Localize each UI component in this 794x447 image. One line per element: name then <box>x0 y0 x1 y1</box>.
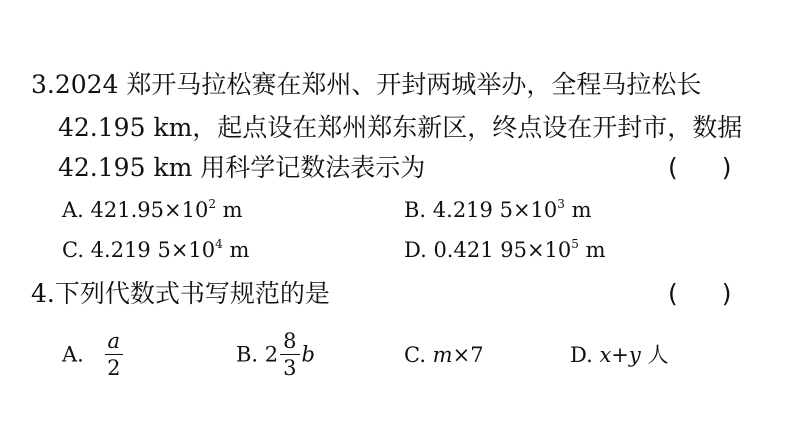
q3-option-b[interactable]: B. 4.219 $5\times 10^3$ m <box>404 197 592 222</box>
q3-option-c[interactable]: C. 4.219 $5\times 10^4$ m <box>62 237 250 262</box>
q3-line-3: 42.195 km 用科学记数法表示为 <box>58 153 426 182</box>
q4-stem: 4.下列代数式书写规范的是 <box>31 279 330 308</box>
q3-option-d[interactable]: D. 0.421 $95\times 10^5$ m <box>404 237 606 262</box>
fraction-8-over-3: $\frac{8}{3}$ <box>280 328 299 381</box>
q3-option-a[interactable]: A. $421.95\times 10^2$ m <box>62 197 243 222</box>
q3-line-1: 3.2024 郑开马拉松赛在郑州、开封两城举办，全程马拉松长 <box>31 70 702 99</box>
q4-option-c[interactable]: C. m×7 <box>404 343 484 367</box>
q3-line-2: 42.195 km，起点设在郑州郑东新区，终点设在开封市，数据 <box>58 113 743 142</box>
fraction-a-over-2: $\frac{a}{2}$ <box>105 328 124 381</box>
q4-answer-paren[interactable]: ( ) <box>668 279 732 308</box>
q3-answer-paren[interactable]: ( ) <box>668 153 732 182</box>
q4-option-a[interactable]: A. $\frac{a}{2}$ <box>62 328 125 381</box>
q4-option-b[interactable]: B. 2 $\frac{8}{3}$ b <box>236 329 315 380</box>
q4-option-d[interactable]: D. x+y 人 <box>570 343 669 367</box>
